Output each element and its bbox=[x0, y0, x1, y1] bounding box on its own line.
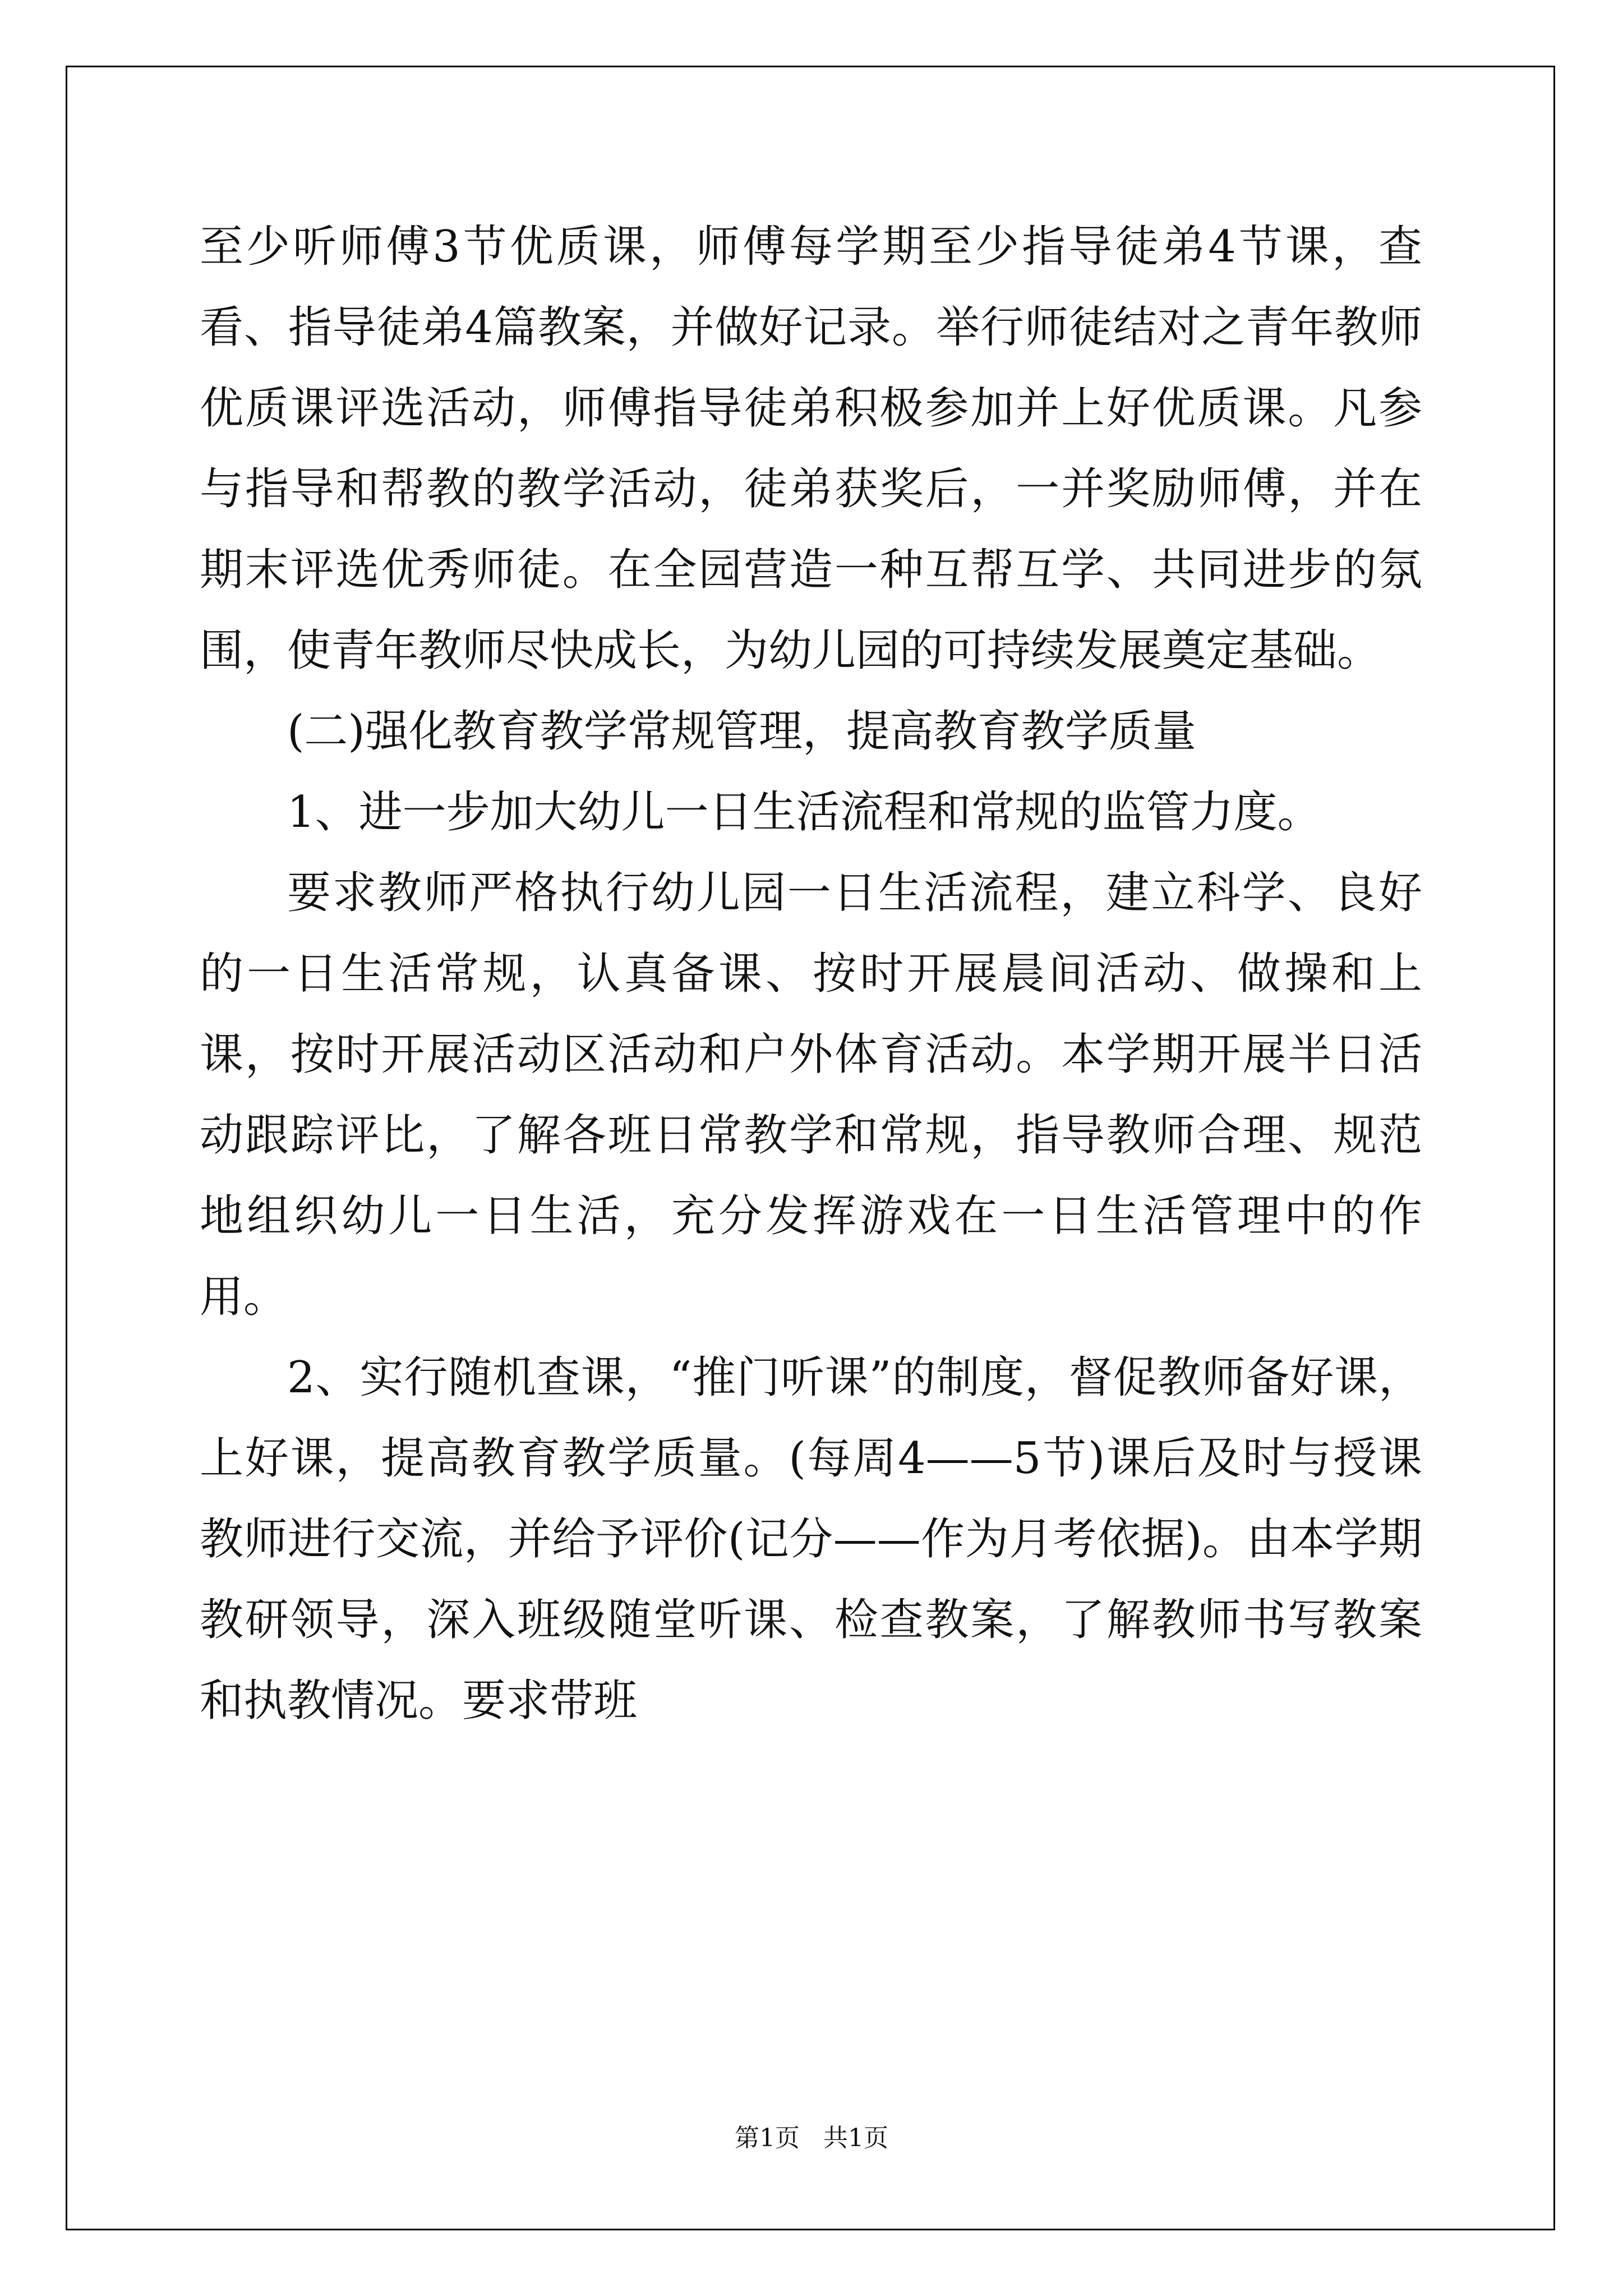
page-number: 第1页 bbox=[735, 2124, 800, 2152]
paragraph-item-1-body: 要求教师严格执行幼儿园一日生活流程，建立科学、良好的一日生活常规，认真备课、按时开展晨间活动、做操和上课，按时开展活动区活动和户外体育活动。本学期开展半日活动跟踪评比，了解各班日常教学和常规，指导教师合理、规范地组织幼儿一日生活，充分发挥游戏在一日生活管理中的作用。 bbox=[200, 868, 1422, 1322]
paragraph-item-2: 2、实行随机查课，“推门听课”的制度，督促教师备好课，上好课，提高教育教学质量。(每周4——5节)课后及时与授课教师进行交流，并给予评价(记分——作为月考依据)。由本学期教研领导，深入班级随堂听课、检查教案，了解教师书写教案和执教情况。要求带班 bbox=[200, 1352, 1422, 1726]
page-footer bbox=[0, 2118, 1623, 2154]
document-body bbox=[200, 206, 1422, 1741]
paragraph-continuation: 至少听师傅3节优质课，师傅每学期至少指导徒弟4节课，查看、指导徒弟4篇教案，并做好记录。举行师徒结对之青年教师优质课评选活动，师傅指导徒弟积极参加并上好优质课。凡参与指导和帮教的教学活动，徒弟获奖后，一并奖励师傅，并在期末评选优秀师徒。在全园营造一种互帮互学、共同进步的氛围，使青年教师尽快成长，为幼儿园的可持续发展奠定基础。 bbox=[200, 222, 1422, 676]
section-heading: (二)强化教育教学常规管理，提高教育教学质量 bbox=[287, 706, 1196, 757]
page-total: 共1页 bbox=[823, 2124, 888, 2152]
item-heading-1: 1、进一步加大幼儿一日生活流程和常规的监管力度。 bbox=[287, 787, 1321, 838]
